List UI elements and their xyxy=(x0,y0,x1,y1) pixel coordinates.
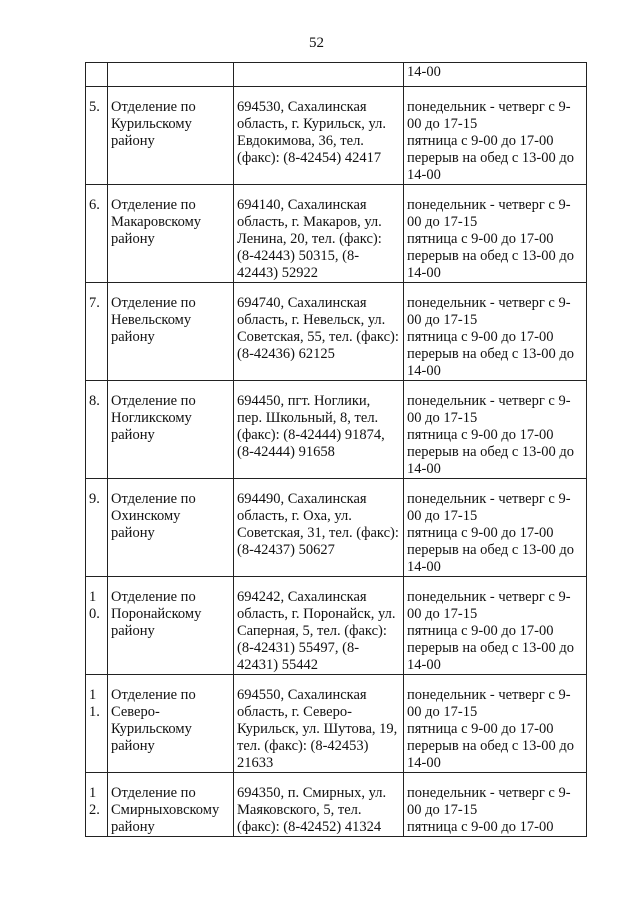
address-line: 694242, Сахалинская xyxy=(237,589,367,605)
address-line: (8-42436) 62125 xyxy=(237,346,335,362)
address-cell xyxy=(234,381,404,479)
hours-line: 00 до 17-15 xyxy=(407,312,478,328)
department-line: Невельскому xyxy=(111,312,192,328)
hours-cell xyxy=(404,773,587,837)
department-line: Смирныховскому xyxy=(111,802,220,818)
hours-line: перерыв на обед с 13-00 до xyxy=(407,640,574,656)
department-line: Макаровскому xyxy=(111,214,201,230)
hours-line: перерыв на обед с 13-00 до xyxy=(407,150,574,166)
hours-line: понедельник - четверг с 9- xyxy=(407,197,571,213)
address-line: (факс): (8-42454) 42417 xyxy=(237,150,382,166)
row-number: 7. xyxy=(86,283,108,381)
address-line: Маяковского, 5, тел. xyxy=(237,802,362,818)
department-cell xyxy=(108,185,234,283)
hours-line: понедельник - четверг с 9- xyxy=(407,687,571,703)
hours-line: пятница с 9-00 до 17-00 xyxy=(407,819,554,835)
table-row xyxy=(86,381,587,479)
hours-cell xyxy=(404,675,587,773)
hours-line: перерыв на обед с 13-00 до xyxy=(407,444,574,460)
row-number: 11. xyxy=(86,675,108,773)
department-line: Отделение по xyxy=(111,197,196,213)
department-line: Поронайскому xyxy=(111,606,202,622)
department-line: Отделение по xyxy=(111,393,196,409)
address-line: 694550, Сахалинская xyxy=(237,687,367,703)
row-number: 6. xyxy=(86,185,108,283)
department-line: району xyxy=(111,525,155,541)
address-line: пер. Школьный, 8, тел. xyxy=(237,410,379,426)
hours-line: 14-00 xyxy=(407,559,441,575)
address-line: 42431) 55442 xyxy=(237,657,318,673)
table-body xyxy=(86,63,587,837)
hours-line: пятница с 9-00 до 17-00 xyxy=(407,133,554,149)
department-line: Отделение по xyxy=(111,785,196,801)
address-line: 694140, Сахалинская xyxy=(237,197,367,213)
hours-line: 00 до 17-15 xyxy=(407,508,478,524)
department-cell xyxy=(108,63,234,87)
address-line: (факс): (8-42452) 41324 xyxy=(237,819,382,835)
hours-line: перерыв на обед с 13-00 до xyxy=(407,346,574,362)
department-line: району xyxy=(111,133,155,149)
address-cell xyxy=(234,185,404,283)
hours-line: 14-00 xyxy=(407,461,441,477)
address-line: (факс): (8-42444) 91874, xyxy=(237,427,385,443)
row-number: 12. xyxy=(86,773,108,837)
hours-line: понедельник - четверг с 9- xyxy=(407,295,571,311)
department-cell xyxy=(108,87,234,185)
department-cell xyxy=(108,283,234,381)
hours-line: 14-00 xyxy=(407,755,441,771)
table-row xyxy=(86,773,587,837)
row-number: 8. xyxy=(86,381,108,479)
address-line: 694740, Сахалинская xyxy=(237,295,367,311)
department-line: району xyxy=(111,819,155,835)
department-line: району xyxy=(111,427,155,443)
department-cell xyxy=(108,773,234,837)
hours-line: 00 до 17-15 xyxy=(407,606,478,622)
address-cell xyxy=(234,87,404,185)
address-line: Евдокимова, 36, тел. xyxy=(237,133,364,149)
hours-cell xyxy=(404,185,587,283)
table-row xyxy=(86,87,587,185)
address-line: Саперная, 5, тел. (факс): xyxy=(237,623,387,639)
hours-cell xyxy=(404,63,587,87)
table-row xyxy=(86,577,587,675)
department-cell xyxy=(108,675,234,773)
row-number: 10. xyxy=(86,577,108,675)
table-row xyxy=(86,185,587,283)
table-row xyxy=(86,479,587,577)
hours-cell xyxy=(404,381,587,479)
department-line: району xyxy=(111,738,155,754)
hours-line: понедельник - четверг с 9- xyxy=(407,491,571,507)
hours-line: 14-00 xyxy=(407,167,441,183)
hours-cell xyxy=(404,577,587,675)
address-cell xyxy=(234,675,404,773)
hours-line: 14-00 xyxy=(407,265,441,281)
department-line: Отделение по xyxy=(111,99,196,115)
hours-line: 00 до 17-15 xyxy=(407,802,478,818)
hours-line: перерыв на обед с 13-00 до xyxy=(407,738,574,754)
hours-line: пятница с 9-00 до 17-00 xyxy=(407,231,554,247)
department-line: Курильскому xyxy=(111,116,192,132)
hours-line: перерыв на обед с 13-00 до xyxy=(407,248,574,264)
table-row-continued xyxy=(86,63,587,87)
address-cell xyxy=(234,63,404,87)
address-line: область, г. Невельск, ул. xyxy=(237,312,386,328)
department-line: Отделение по xyxy=(111,589,196,605)
hours-line: понедельник - четверг с 9- xyxy=(407,99,571,115)
address-line: Советская, 31, тел. (факс): xyxy=(237,525,399,541)
address-line: Советская, 55, тел. (факс): xyxy=(237,329,399,345)
hours-line: пятница с 9-00 до 17-00 xyxy=(407,427,554,443)
address-line: область, г. Оха, ул. xyxy=(237,508,352,524)
address-line: (8-42431) 55497, (8- xyxy=(237,640,360,656)
hours-line: 14-00 xyxy=(407,657,441,673)
hours-line: 14-00 xyxy=(407,363,441,379)
hours-cell xyxy=(404,479,587,577)
address-line: область, г. Макаров, ул. xyxy=(237,214,382,230)
hours-line: перерыв на обед с 13-00 до xyxy=(407,542,574,558)
hours-cell xyxy=(404,87,587,185)
row-number: 5. xyxy=(86,87,108,185)
address-line: (8-42444) 91658 xyxy=(237,444,335,460)
department-line: району xyxy=(111,623,155,639)
address-line: 694350, п. Смирных, ул. xyxy=(237,785,387,801)
branches-table xyxy=(85,62,587,837)
address-line: 694450, пгт. Ноглики, xyxy=(237,393,371,409)
address-line: область, г. Поронайск, ул. xyxy=(237,606,396,622)
address-cell xyxy=(234,773,404,837)
address-line: Курильск, ул. Шутова, 19, xyxy=(237,721,398,737)
department-cell xyxy=(108,479,234,577)
hours-line: пятница с 9-00 до 17-00 xyxy=(407,623,554,639)
hours-line: пятница с 9-00 до 17-00 xyxy=(407,329,554,345)
address-line: тел. (факс): (8-42453) xyxy=(237,738,369,754)
address-line: область, г. Северо- xyxy=(237,704,352,720)
hours-line: 00 до 17-15 xyxy=(407,214,478,230)
hours-line: 00 до 17-15 xyxy=(407,116,478,132)
address-line: 694530, Сахалинская xyxy=(237,99,367,115)
address-cell xyxy=(234,283,404,381)
table-row xyxy=(86,283,587,381)
address-line: 21633 xyxy=(237,755,274,771)
address-line: (8-42437) 50627 xyxy=(237,542,335,558)
department-cell xyxy=(108,381,234,479)
department-cell xyxy=(108,577,234,675)
hours-line: понедельник - четверг с 9- xyxy=(407,785,571,801)
department-line: району xyxy=(111,231,155,247)
hours-line: понедельник - четверг с 9- xyxy=(407,589,571,605)
hours-line: 00 до 17-15 xyxy=(407,410,478,426)
address-line: (8-42443) 50315, (8- xyxy=(237,248,360,264)
department-line: Отделение по xyxy=(111,491,196,507)
department-line: Отделение по xyxy=(111,295,196,311)
hours-line: пятница с 9-00 до 17-00 xyxy=(407,525,554,541)
address-cell xyxy=(234,479,404,577)
hours-line: пятница с 9-00 до 17-00 xyxy=(407,721,554,737)
address-line: 694490, Сахалинская xyxy=(237,491,367,507)
table-row xyxy=(86,675,587,773)
address-cell xyxy=(234,577,404,675)
department-line: району xyxy=(111,329,155,345)
hours-cell xyxy=(404,283,587,381)
hours-line: 14-00 xyxy=(407,64,441,80)
hours-line: понедельник - четверг с 9- xyxy=(407,393,571,409)
department-line: Охинскому xyxy=(111,508,181,524)
address-line: область, г. Курильск, ул. xyxy=(237,116,387,132)
department-line: Курильскому xyxy=(111,721,192,737)
hours-line: 00 до 17-15 xyxy=(407,704,478,720)
department-line: Северо- xyxy=(111,704,160,720)
department-line: Отделение по xyxy=(111,687,196,703)
page-number: 52 xyxy=(309,35,324,51)
number-cell xyxy=(86,63,108,87)
row-number: 9. xyxy=(86,479,108,577)
department-line: Ногликскому xyxy=(111,410,192,426)
address-line: Ленина, 20, тел. (факс): xyxy=(237,231,382,247)
address-line: 42443) 52922 xyxy=(237,265,318,281)
